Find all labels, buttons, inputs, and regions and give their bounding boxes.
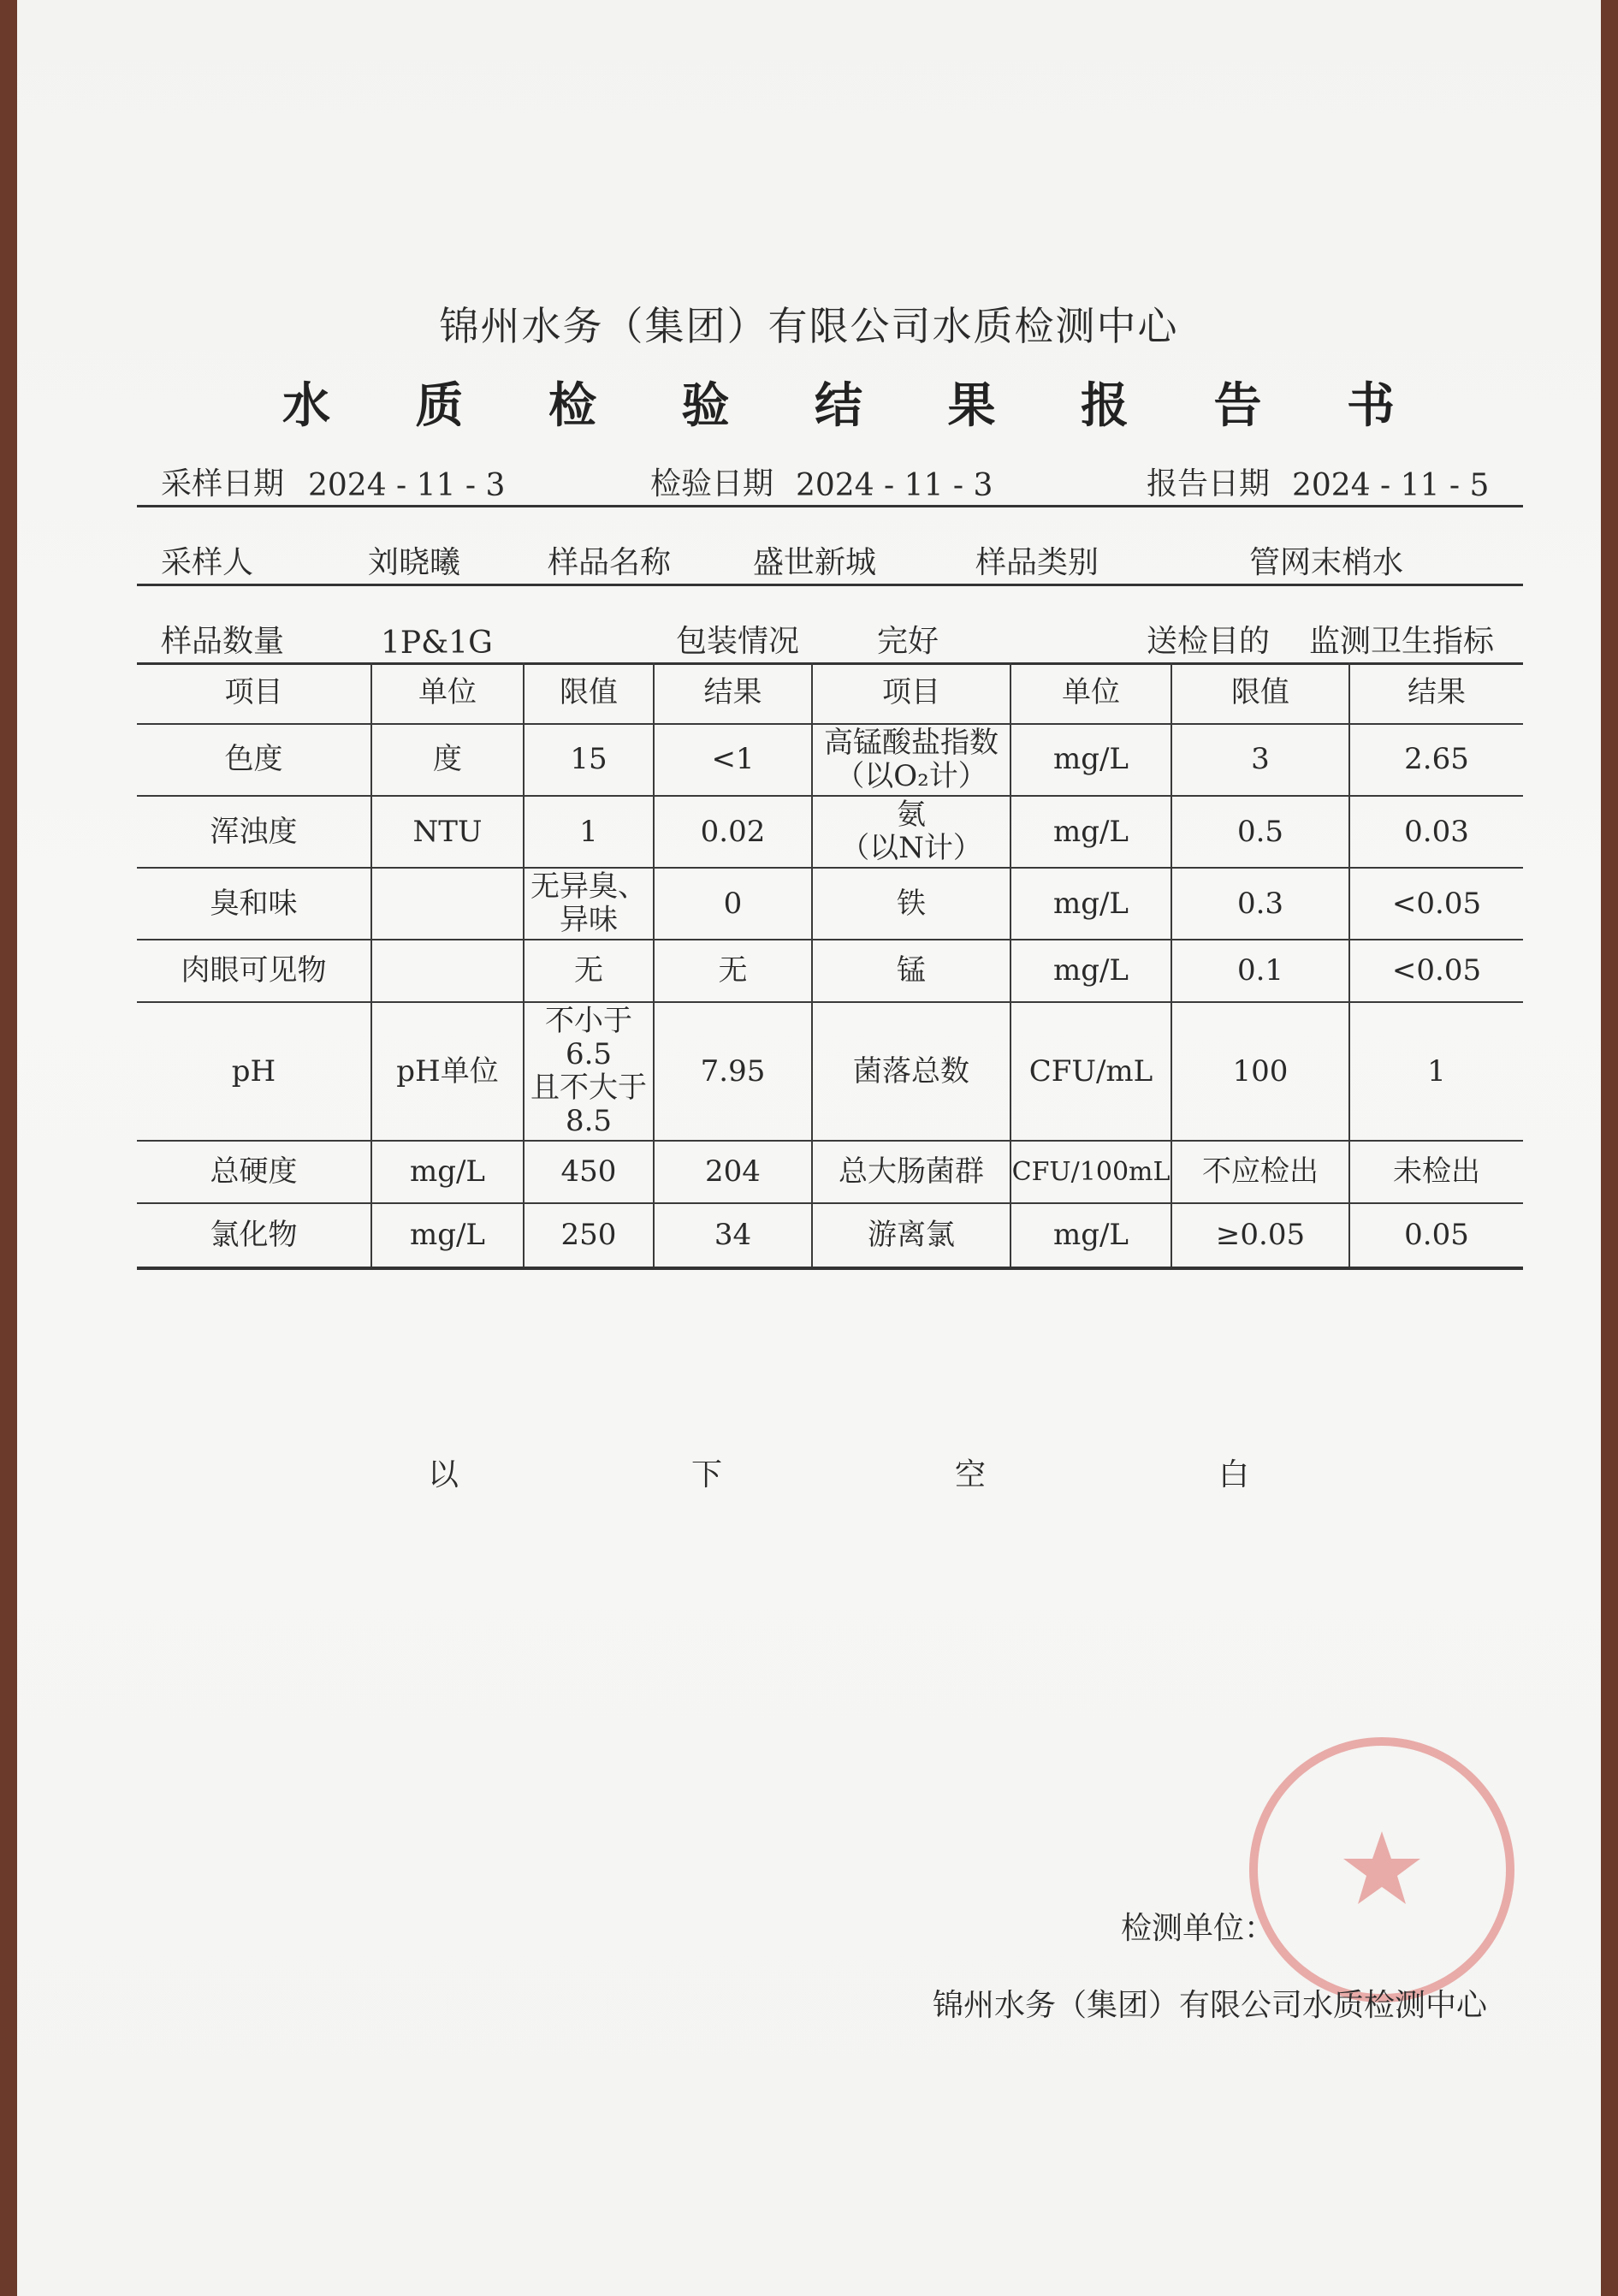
table-cell: 菌落总数 xyxy=(813,1003,1011,1142)
table-cell-split xyxy=(525,1003,655,1142)
report-date-value: 2024 - 11 - 5 xyxy=(1292,468,1490,503)
report-title-char: 结 xyxy=(815,377,862,434)
org-title: 锦州水务（集团）有限公司水质检测中心 xyxy=(439,303,1179,349)
blank-note-char: 以 xyxy=(428,1457,459,1492)
table-cell: ≥0.05 xyxy=(1172,1204,1350,1267)
blank-note-char: 白 xyxy=(1218,1457,1249,1492)
table-cell: pH单位 xyxy=(372,1003,525,1142)
blank-below-note xyxy=(428,1451,1249,1494)
table-cell: 0.1 xyxy=(1172,940,1350,1003)
table-cell: 1 xyxy=(1350,1003,1523,1142)
table-cell: 氯化物 xyxy=(137,1204,372,1267)
table-cell: 15 xyxy=(525,725,655,797)
table-cell: mg/L xyxy=(1011,725,1172,797)
header-cell: 限值 xyxy=(1172,662,1350,725)
table-cell: 不应检出 xyxy=(1172,1142,1350,1204)
header-cell: 项目 xyxy=(137,662,372,725)
packaging-label: 包装情况 xyxy=(676,624,800,659)
header-cell: 结果 xyxy=(655,662,813,725)
table-cell: 100 xyxy=(1172,1003,1350,1142)
table-cell-split xyxy=(525,869,655,940)
report-title-char: 质 xyxy=(415,377,464,434)
report-title-char: 报 xyxy=(1081,377,1129,434)
test-date-label: 检验日期 xyxy=(650,466,774,501)
blank-note-char: 空 xyxy=(954,1457,986,1492)
purpose-label: 送检目的 xyxy=(1147,624,1271,659)
report-title-char: 书 xyxy=(1347,377,1395,434)
report-title-char: 果 xyxy=(947,377,996,434)
sample-qty-label: 样品数量 xyxy=(161,624,285,659)
report-paper xyxy=(17,0,1601,2296)
table-cell: 34 xyxy=(655,1204,813,1267)
sampling-date-value: 2024 - 11 - 3 xyxy=(308,468,506,503)
report-title-char: 水 xyxy=(282,377,330,434)
report-title-char: 告 xyxy=(1213,377,1262,434)
table-cell xyxy=(372,940,525,1003)
packaging-value: 完好 xyxy=(877,624,939,659)
table-cell: mg/L xyxy=(372,1204,525,1267)
header-cell: 单位 xyxy=(1011,662,1172,725)
report-date-label: 报告日期 xyxy=(1147,466,1271,501)
table-cell: 未检出 xyxy=(1350,1142,1523,1204)
header-cell: 限值 xyxy=(525,662,655,725)
sampler-value: 刘晓曦 xyxy=(368,545,461,580)
purpose-value: 监测卫生指标 xyxy=(1309,624,1495,659)
table-cell: mg/L xyxy=(1011,940,1172,1003)
sampling-date-label: 采样日期 xyxy=(161,466,285,501)
cell-line: 异味 xyxy=(560,903,618,938)
table-cell: 0.5 xyxy=(1172,797,1350,869)
table-cell: mg/L xyxy=(1011,1204,1172,1267)
table-cell: <1 xyxy=(655,725,813,797)
table-cell: 总硬度 xyxy=(137,1142,372,1204)
table-cell: 总大肠菌群 xyxy=(813,1142,1011,1204)
table-cell: 0 xyxy=(655,869,813,940)
table-cell: 无 xyxy=(525,940,655,1003)
table-cell: mg/L xyxy=(372,1142,525,1204)
table-cell: 臭和味 xyxy=(137,869,372,940)
table-cell: 0.03 xyxy=(1350,797,1523,869)
cell-line: 氨 xyxy=(897,797,926,832)
sample-type-label: 样品类别 xyxy=(975,545,1099,580)
info-row-sample xyxy=(137,531,1523,586)
sample-type-value: 管网末梢水 xyxy=(1249,545,1404,580)
header-cell: 结果 xyxy=(1350,662,1523,725)
sample-name-label: 样品名称 xyxy=(548,545,672,580)
table-cell: 0.3 xyxy=(1172,869,1350,940)
table-cell: 250 xyxy=(525,1204,655,1267)
table-cell: 度 xyxy=(372,725,525,797)
table-cell: CFU/100mL xyxy=(1011,1142,1172,1204)
sampler-label: 采样人 xyxy=(161,545,254,580)
table-cell: CFU/mL xyxy=(1011,1003,1172,1142)
official-seal-icon xyxy=(1241,1729,1523,2011)
report-title-char: 检 xyxy=(548,377,596,434)
testing-unit-label: 检测单位： xyxy=(1121,1911,1276,1946)
table-cell: 2.65 xyxy=(1350,725,1523,797)
table-cell: 450 xyxy=(525,1142,655,1204)
cell-line: （以O₂计） xyxy=(835,758,987,793)
table-cell: <0.05 xyxy=(1350,869,1523,940)
report-title xyxy=(282,368,1395,436)
table-cell: 铁 xyxy=(813,869,1011,940)
table-cell: 无 xyxy=(655,940,813,1003)
cell-line: 无异臭、 xyxy=(530,869,647,905)
table-cell: 浑浊度 xyxy=(137,797,372,869)
cell-line: （以N计） xyxy=(840,831,982,866)
header-cell: 单位 xyxy=(372,662,525,725)
test-date-value: 2024 - 11 - 3 xyxy=(796,468,993,503)
header-cell: 项目 xyxy=(813,662,1011,725)
table-cell: 锰 xyxy=(813,940,1011,1003)
table-cell: 游离氯 xyxy=(813,1204,1011,1267)
table-cell: pH xyxy=(137,1003,372,1142)
report-title-char: 验 xyxy=(681,377,730,434)
info-row-dates xyxy=(137,454,1523,507)
table-cell-split xyxy=(813,725,1011,797)
results-table xyxy=(137,662,1523,1270)
table-cell: 0.05 xyxy=(1404,1218,1469,1253)
table-cell: NTU xyxy=(372,797,525,869)
sample-qty-value: 1P&1G xyxy=(381,626,493,661)
cell-line: 高锰酸盐指数 xyxy=(824,725,999,760)
table-cell: 色度 xyxy=(137,725,372,797)
testing-unit-name: 锦州水务（集团）有限公司水质检测中心 xyxy=(933,1988,1488,2023)
blank-note-char: 下 xyxy=(690,1457,722,1492)
sample-name-value: 盛世新城 xyxy=(753,545,877,580)
cell-line: 不小于6.5 xyxy=(545,1004,632,1072)
table-cell: mg/L xyxy=(1011,869,1172,940)
table-cell: 1 xyxy=(525,797,655,869)
info-row-quantity xyxy=(137,608,1523,665)
table-cell xyxy=(372,869,525,940)
table-cell: 肉眼可见物 xyxy=(137,940,372,1003)
table-cell: 3 xyxy=(1172,725,1350,797)
table-cell-split xyxy=(813,797,1011,869)
table-cell: 204 xyxy=(655,1142,813,1204)
table-cell: <0.05 xyxy=(1350,940,1523,1003)
table-cell: 0.02 xyxy=(655,797,813,869)
table-cell: mg/L xyxy=(1011,797,1172,869)
cell-line: 且不大于8.5 xyxy=(530,1071,647,1139)
table-cell: 7.95 xyxy=(655,1003,813,1142)
